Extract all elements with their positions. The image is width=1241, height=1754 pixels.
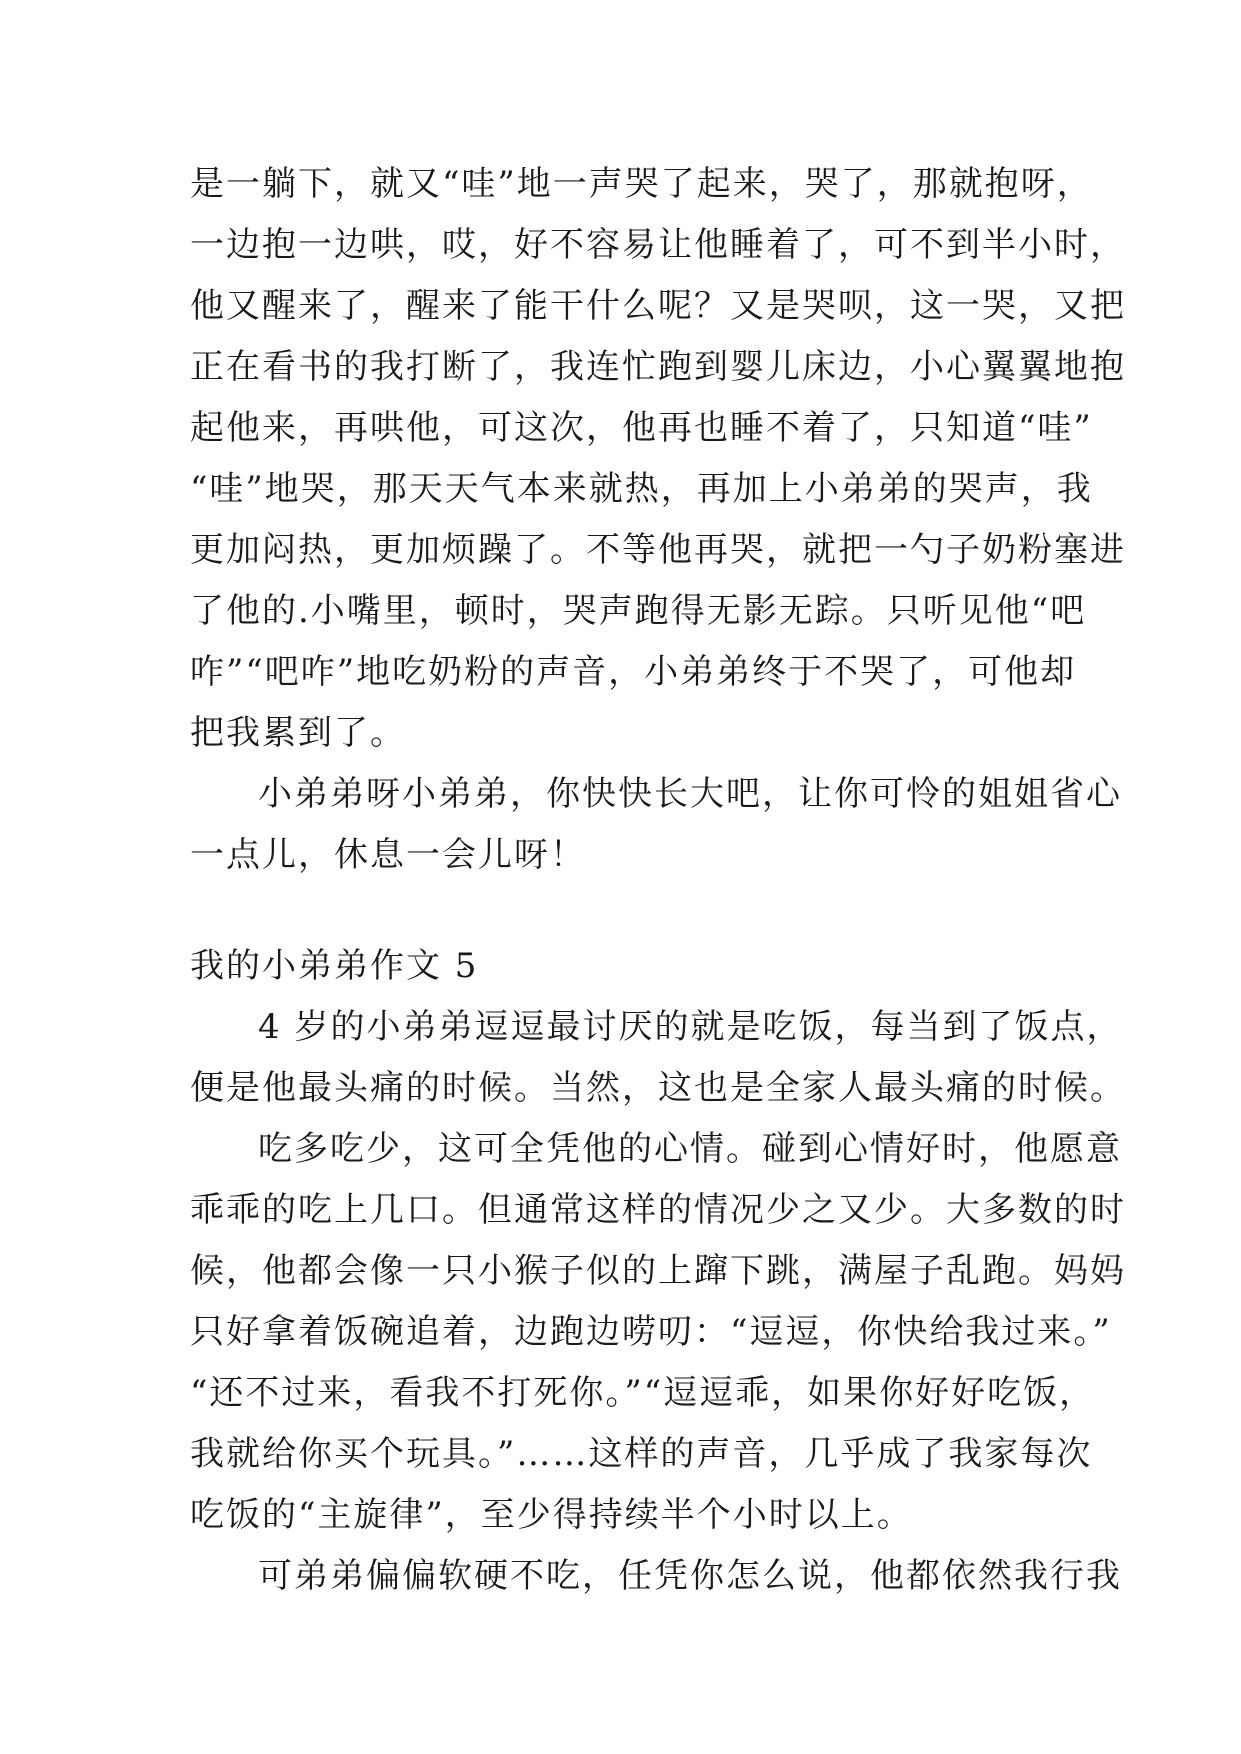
paragraph-4-line: 我就给你买个玩具。”……这样的声音，几乎成了我家每次 (190, 1434, 1093, 1474)
paragraph-4-line: “还不过来，看我不打死你。”“逗逗乖，如果你好好吃饭， (190, 1373, 1096, 1413)
paragraph-4-line: 只好拿着饭碗追着，边跑边唠叨：“逗逗，你快给我过来。” (190, 1312, 1112, 1352)
paragraph-1-line: 他又醒来了，醒来了能干什么呢？又是哭呗，这一哭，又把 (190, 286, 1126, 326)
paragraph-5-line: 可弟弟偏偏软硬不吃，任凭你怎么说，他都依然我行我 (258, 1556, 1122, 1596)
paragraph-4-line: 吃多吃少，这可全凭他的心情。碰到心情好时，他愿意 (258, 1129, 1122, 1169)
paragraph-3-line: 便是他最头痛的时候。当然，这也是全家人最头痛的时候。 (190, 1068, 1126, 1108)
paragraph-1-line: 是一躺下，就又“哇”地一声哭了起来，哭了，那就抱呀， (190, 164, 1093, 204)
paragraph-4-line: 乖乖的吃上几口。但通常这样的情况少之又少。大多数的时 (190, 1190, 1126, 1230)
paragraph-1-line: 咋”“吧咋”地吃奶粉的声音，小弟弟终于不哭了，可他却 (190, 652, 1077, 692)
paragraph-1-line: 把我累到了。 (190, 713, 406, 753)
paragraph-3-line: 4 岁的小弟弟逗逗最讨厌的就是吃饭，每当到了饭点， (258, 1007, 1123, 1047)
paragraph-1-line: 了他的.小嘴里，顿时，哭声跑得无影无踪。只听见他“吧 (190, 591, 1087, 631)
section-heading: 我的小弟弟作文 5 (190, 946, 479, 986)
paragraph-1-line: 更加闷热，更加烦躁了。不等他再哭，就把一勺子奶粉塞进 (190, 530, 1126, 570)
paragraph-4-line: 候，他都会像一只小猴子似的上蹿下跳，满屋子乱跑。妈妈 (190, 1251, 1126, 1291)
paragraph-1-line: “哇”地哭，那天天气本来就热，再加上小弟弟的哭声，我 (190, 469, 1093, 509)
paragraph-1-line: 起他来，再哄他，可这次，他再也睡不着了，只知道“哇” (190, 408, 1093, 448)
paragraph-2-line: 一点儿，休息一会儿呀！ (190, 835, 586, 875)
paragraph-4-line: 吃饭的“主旋律”，至少得持续半个小时以上。 (190, 1495, 913, 1535)
paragraph-2-line: 小弟弟呀小弟弟，你快快长大吧，让你可怜的姐姐省心 (258, 774, 1122, 814)
paragraph-1-line: 一边抱一边哄，哎，好不容易让他睡着了，可不到半小时， (190, 225, 1126, 265)
paragraph-1-line: 正在看书的我打断了，我连忙跑到婴儿床边，小心翼翼地抱 (190, 347, 1126, 387)
